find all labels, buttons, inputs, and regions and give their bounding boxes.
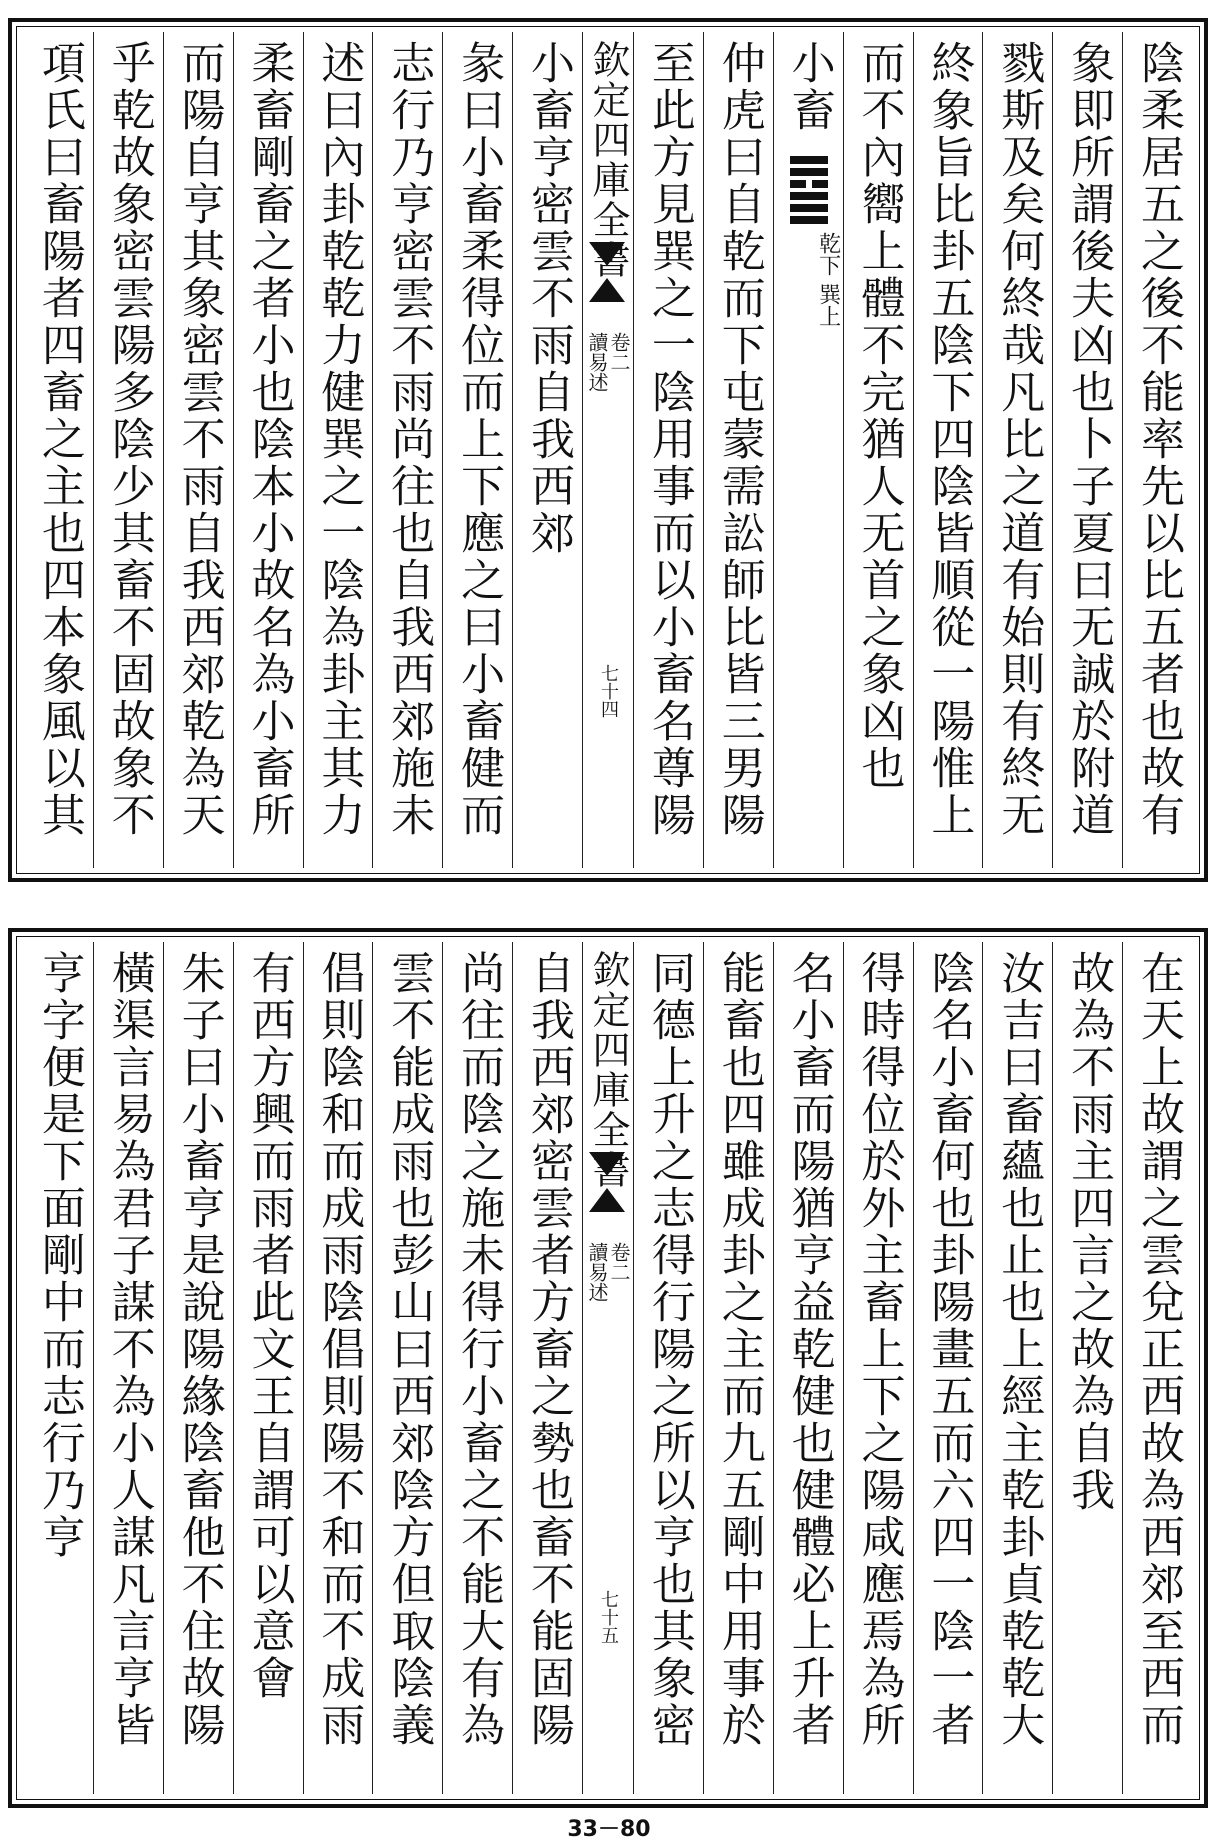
text-column: 有西方興而雨者此文王自謂可以意會 — [233, 942, 303, 1794]
book-title: 欽定四庫全書 — [586, 40, 630, 280]
top-page — [8, 18, 1208, 882]
bottom-page — [8, 928, 1208, 1808]
text-column: 象即所謂後夫凶也卜子夏曰无誠於附道 — [1052, 32, 1122, 868]
text-column: 仲虎曰自乾而下屯蒙需訟師比皆三男陽 — [703, 32, 773, 868]
text-column: 陰柔居五之後不能率先以比五者也故有 — [1122, 32, 1192, 868]
text-column: 乎乾故象密雲陽多陰少其畜不固故象不 — [93, 32, 163, 868]
text-column: 小畜亨密雲不雨自我西郊 — [512, 32, 582, 868]
text-column: 橫渠言易為君子謀不為小人謀凡言亨皆 — [93, 942, 163, 1794]
center-spine — [582, 942, 633, 1794]
text-column: 在天上故謂之雲兌正西故為西郊至西而 — [1122, 942, 1192, 1794]
bottom-page-columns — [24, 942, 1192, 1794]
lower-trigram: 乾下 — [815, 232, 841, 276]
leaf-number: 七十四 — [598, 664, 619, 718]
text-column: 述曰內卦乾乾力健巽之一陰為卦主其力 — [303, 32, 373, 868]
text-column: 終象旨比卦五陰下四陰皆順從一陽惟上 — [913, 32, 983, 868]
text-column: 而陽自亨其象密雲不雨自我西郊乾為天 — [163, 32, 233, 868]
page-number: 33－80 — [567, 1817, 651, 1842]
hexagram-symbol — [790, 152, 828, 228]
text-column: 亨字便是下面剛中而志行乃亨 — [33, 950, 85, 1561]
top-page-columns — [24, 32, 1192, 868]
upper-trigram: 巽上 — [815, 283, 841, 327]
text-column: 故為不雨主四言之故為自我 — [1052, 942, 1122, 1794]
text-column: 朱子曰小畜亨是說陽緣陰畜他不住故陽 — [163, 942, 233, 1794]
hexagram-name: 小畜 — [783, 40, 835, 134]
text-column: 倡則陰和而成雨陰倡則陽不和而不成雨 — [303, 942, 373, 1794]
text-column: 自我西郊密雲者方畜之勢也畜不能固陽 — [512, 942, 582, 1794]
fish-tail-ornament — [589, 242, 625, 302]
text-column: 得時得位於外主畜上下之陽咸應焉為所 — [843, 942, 913, 1794]
leaf-number: 七十五 — [598, 1590, 619, 1644]
hexagram-heading — [773, 32, 843, 868]
text-column: 同德上升之志得行陽之所以亨也其象密 — [633, 942, 703, 1794]
text-column: 而不內嚮上體不完猶人无首之象凶也 — [843, 32, 913, 868]
book-title: 欽定四庫全書 — [586, 950, 630, 1190]
text-column: 志行乃亨密雲不雨尚往也自我西郊施未 — [372, 32, 442, 868]
text-column: 尚往而陰之施未得行小畜之不能大有為 — [442, 942, 512, 1794]
text-column: 項氏曰畜陽者四畜之主也四本象風以其 — [33, 40, 85, 839]
text-column: 能畜也四雖成卦之主而九五剛中用事於 — [703, 942, 773, 1794]
work-title: 讀易述 — [585, 1242, 609, 1302]
volume-label: 卷二 — [607, 332, 631, 372]
text-column: 雲不能成雨也彭山曰西郊陰方但取陰義 — [372, 942, 442, 1794]
volume-label: 卷二 — [607, 1242, 631, 1282]
text-column: 汝吉曰畜蘊也止也上經主乾卦貞乾乾大 — [982, 942, 1052, 1794]
text-column: 至此方見巽之一陰用事而以小畜名尊陽 — [633, 32, 703, 868]
text-column: 戮斯及矣何終哉凡比之道有始則有終无 — [982, 32, 1052, 868]
fish-tail-ornament — [589, 1152, 625, 1212]
text-column: 名小畜而陽猶亨益乾健也健體必上升者 — [773, 942, 843, 1794]
text-column: 陰名小畜何也卦陽畫五而六四一陰一者 — [913, 942, 983, 1794]
trigram-note — [774, 232, 843, 327]
center-spine — [582, 32, 633, 868]
text-column: 彖曰小畜柔得位而上下應之曰小畜健而 — [442, 32, 512, 868]
text-column: 柔畜剛畜之者小也陰本小故名為小畜所 — [233, 32, 303, 868]
work-title: 讀易述 — [585, 332, 609, 392]
